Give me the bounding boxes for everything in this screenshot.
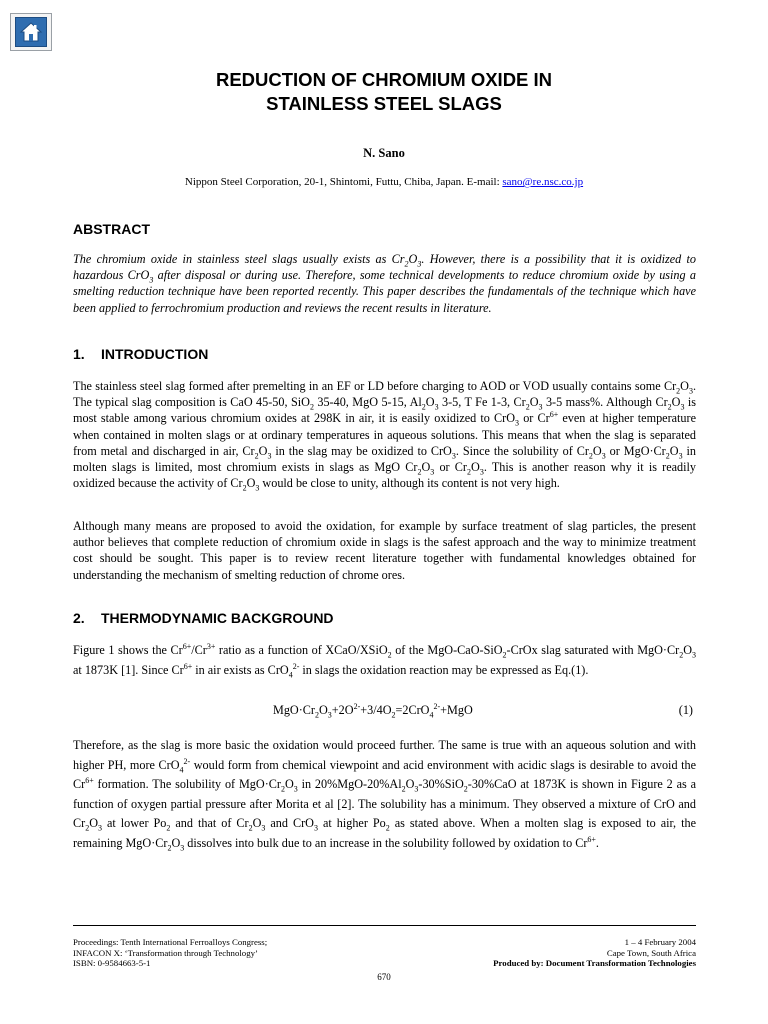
thermo-paragraph-2: Therefore, as the slag is more basic the oxidation would proceed further. The same is true with an aqueous solution and with higher PH, more CrO$_4^{2-}$ would form from chemical viewpoint and acid environment with acidic slags is desirable to avoid the $Cr^{6+}$ formation. The solubility of $MgO\cdot Cr_2O_3$ in $20\%MgO-20\%Al_2O_3-30\%SiO_2-30\%CaO$ at 1873K is shown in Figure 2 as a function of oxygen partial pressure after Morita et al [2]. The solubility has a minimum. They observed a mixture of CrO and $Cr_2O_3$ at lower $Po_2$ and that of $Cr_2O_3$ and CrO$_3$ at higher $Po_2$ as stated above. When a molten slag is exposed to air, the remaining $MgO\cdot Cr_2O_3$ dissolves into bulk due to an increase in the solubility followed by oxidation to $Cr^{6+}$. [73, 738, 697, 852]
footer-isbn: ISBN: 0-9584663-5-1 [73, 958, 151, 968]
equation-number: (1) [678, 703, 693, 717]
paper-title [0, 68, 768, 116]
home-icon [15, 17, 47, 47]
abstract-text: The chromium oxide in stainless steel slags usually exists as $Cr_2O_3$. However, there is a possibility that it is oxidized to hazardous CrO$_3$ after disposal or during use. Therefore, some technical developments to reduce chromium oxide by using a smelting reduction technique have been reported recently. This paper describes the fundamentals of the technique which have been applied to ferrochromium production and reviews the recent results in literature. [73, 252, 697, 315]
footer-right [366, 937, 696, 969]
footer-infacon: INFACON X: ‘Transformation through Technology’ [73, 947, 258, 958]
affiliation [0, 176, 768, 188]
section-2-heading [73, 610, 334, 626]
intro-paragraph-2: Although many means are proposed to avoid the oxidation, for example by surface treatment of slag particles, the present author believes that complete reduction of chromium oxide in slags is the safest approach and the way to minimize treatment cost should be sought. This paper is to review recent literature together with fundamental knowledges obtained for understanding the mechanism of smelting reduction of chrome ores. [73, 519, 696, 582]
section-2-title: THERMODYNAMIC BACKGROUND [101, 610, 334, 626]
thermo-paragraph-1: Figure 1 shows the $Cr^{6+}/Cr^{3+}$ ratio as a function of XCaO/XSiO$_2$ of the MgO-CaO-SiO$_2$-CrOx slag saturated with $MgO\cdot Cr_2O_3$ at 1873K [1]. Since $Cr^{6+}$ in air exists as CrO$_4^{2-}$ in slags the oxidation reaction may be expressed as Eq.(1). [73, 641, 696, 680]
section-2-number: 2. [73, 610, 85, 626]
home-button[interactable] [10, 13, 52, 51]
footer-producer: Produced by: Document Transformation Technologies [493, 958, 696, 968]
equation-1 [73, 703, 696, 721]
abstract-heading: ABSTRACT [73, 221, 150, 237]
footer-left [73, 937, 403, 969]
page-number: 670 [377, 972, 391, 982]
email-link[interactable]: sano@re.nsc.co.jp [502, 176, 584, 188]
section-1-number: 1. [73, 346, 85, 362]
footer-divider [73, 925, 696, 926]
footer-location: Cape Town, South Africa [606, 947, 696, 958]
equation-formula: $MgO\cdot Cr_2O_3+2O^{2-}+3/4O_2=2CrO_4^{2-}+MgO$ [273, 701, 473, 720]
footer-date: 1 – 4 February 2004 [624, 937, 696, 947]
author: N. Sano [363, 146, 405, 160]
section-1-heading [73, 346, 208, 362]
title-line-2: STAINLESS STEEL SLAGS [266, 93, 502, 114]
intro-paragraph-1: The stainless steel slag formed after premelting in an EF or LD before charging to AOD or VOD usually contains some $Cr_2O_3$. The typical slag composition is CaO 45-50, SiO$_2$ 35-40, MgO 5-15, $Al_2O_3$ 3-5, T Fe 1-3, $Cr_2O_3$ 3-5 mass%. Although $Cr_2O_3$ is most stable among various chromium oxides at 298K in air, it is easily oxidized to CrO$_3$ or $Cr^{6+}$ even at higher temperature when contained in molten slags or at ordinary temperatures in aqueous solutions. This means that when the slag is separated from metal and discharged in air, $Cr_2O_3$ in the slag may be oxidized to CrO$_3$. Since the solubility of $Cr_2O_3$ or $MgO\cdot Cr_2O_3$ in molten slags is limited, most chromium exists in slags as MgO $Cr_2O_3$ or $Cr_2O_3$. This is another reason why it is readily oxidized because the activity of $Cr_2O_3$ would be close to unity, although its content is not very high. [73, 379, 697, 493]
affiliation-text: Nippon Steel Corporation, 20-1, Shintomi, Futtu, Chiba, Japan. E-mail: [184, 176, 503, 188]
section-1-title: INTRODUCTION [101, 346, 209, 362]
title-line-1: REDUCTION OF CHROMIUM OXIDE IN [215, 69, 553, 90]
footer-proceedings: Proceedings: Tenth International Ferroalloys Congress; [73, 937, 268, 947]
